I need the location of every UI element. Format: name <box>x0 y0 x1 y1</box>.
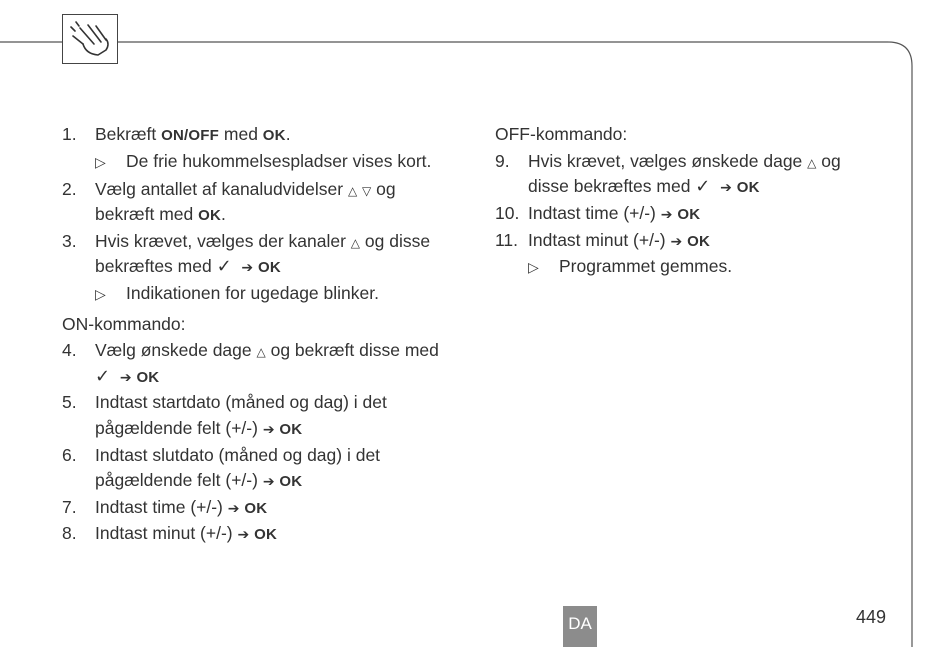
step-number: 4. <box>62 340 77 361</box>
step-line <box>62 443 462 468</box>
arrow-symbol: ➔ <box>720 180 732 197</box>
text-segment: Indtast startdato (måned og dag) i det <box>95 392 387 413</box>
text-segment: Hvis krævet, vælges ønskede dage <box>528 150 808 171</box>
step-item <box>62 177 462 228</box>
step-line <box>62 364 462 389</box>
text-segment: med <box>219 124 263 144</box>
step-line <box>62 495 462 520</box>
result-line <box>62 281 462 306</box>
arrow-symbol: ➔ <box>262 421 275 438</box>
right-column <box>495 122 885 282</box>
text-segment: Vælg antallet af kanaludvidelser <box>95 178 348 199</box>
step-number: 3. <box>62 230 77 251</box>
result-line <box>495 254 885 279</box>
triangle-symbol: △ <box>350 235 361 250</box>
arrow-symbol: ➔ <box>660 206 673 223</box>
step-number: 8. <box>62 523 77 544</box>
text-segment <box>232 256 242 276</box>
text-segment: Indtast minut (+/-) <box>95 523 238 544</box>
triangle-symbol: ▽ <box>362 183 372 198</box>
key-label: OK <box>258 258 281 276</box>
step-number: 1. <box>62 124 77 144</box>
step-line <box>62 390 462 415</box>
check-symbol: ✓ <box>216 255 232 277</box>
left-column <box>62 122 462 547</box>
text-segment: og <box>371 178 396 199</box>
step-line <box>62 338 462 363</box>
step-number: 7. <box>62 496 77 517</box>
triangle-symbol: △ <box>807 155 817 170</box>
key-label: ON/OFF <box>161 127 220 144</box>
step-item <box>62 443 462 494</box>
step-number: 10. <box>495 202 520 223</box>
text-segment: og <box>816 150 841 171</box>
arrow-symbol: ➔ <box>241 259 254 276</box>
key-label: OK <box>254 526 277 544</box>
arrow-symbol: ➔ <box>227 500 240 517</box>
language-badge: DA <box>563 606 597 647</box>
result-text: Programmet gemmes. <box>559 256 733 277</box>
section-heading: ON-kommando: <box>62 313 186 334</box>
step-number: 6. <box>62 444 77 465</box>
section-heading: OFF-kommando: <box>495 124 628 144</box>
result-text: Indikationen for ugedage blinker. <box>126 282 379 303</box>
triangle-symbol: △ <box>256 345 266 360</box>
text-segment: . <box>221 203 226 224</box>
step-line <box>62 177 462 202</box>
result-line <box>62 149 462 174</box>
text-segment: pågældende felt (+/-) <box>95 469 263 490</box>
result-text: De frie hukommelsespladser vises kort. <box>126 150 432 171</box>
key-label: OK <box>687 232 710 250</box>
hand-press-icon <box>62 14 118 64</box>
result-triangle-icon: ▷ <box>95 154 106 171</box>
arrow-symbol: ➔ <box>237 527 250 544</box>
step-line <box>62 521 462 546</box>
key-label: OK <box>198 206 222 224</box>
key-label: OK <box>262 127 286 144</box>
text-segment: Bekræft <box>95 124 162 144</box>
step-item <box>62 521 462 546</box>
text-segment: Indtast minut (+/-) <box>528 229 671 250</box>
text-segment: pågældende felt (+/-) <box>95 417 263 438</box>
step-number: 11. <box>495 229 519 250</box>
text-segment: Vælg ønskede dage <box>95 340 257 361</box>
text-segment: bekræft med <box>95 203 199 224</box>
step-number: 9. <box>495 150 510 171</box>
step-line <box>495 149 885 174</box>
step-number: 5. <box>62 392 77 413</box>
arrow-symbol: ➔ <box>262 473 275 490</box>
text-segment: disse bekræftes med <box>528 176 696 197</box>
step-item <box>495 149 885 200</box>
step-line <box>62 468 462 493</box>
step-item <box>495 228 885 280</box>
arrow-symbol: ➔ <box>119 369 132 386</box>
key-label: OK <box>244 499 268 517</box>
text-segment: og disse <box>360 230 431 251</box>
check-symbol: ✓ <box>695 176 711 198</box>
text-segment: bekræftes med <box>95 255 217 276</box>
text-segment: Indtast time (+/-) <box>528 202 661 223</box>
page-number: 449 <box>856 607 887 627</box>
step-line <box>495 228 885 253</box>
step-line <box>62 254 462 279</box>
text-segment: Hvis krævet, vælges der kanaler <box>95 230 351 251</box>
step-line <box>495 174 885 199</box>
step-line <box>62 202 462 227</box>
check-symbol: ✓ <box>95 365 111 387</box>
text-segment <box>110 366 120 386</box>
step-line <box>62 416 462 441</box>
step-item <box>62 390 462 441</box>
text-segment: Indtast slutdato (måned og dag) i det <box>95 444 381 465</box>
text-segment: . <box>285 124 291 144</box>
text-segment: Indtast time (+/-) <box>95 496 228 517</box>
step-item <box>62 229 462 306</box>
step-item <box>62 338 462 389</box>
triangle-symbol: △ <box>347 183 358 198</box>
step-line <box>62 229 462 254</box>
text-segment <box>710 176 720 196</box>
arrow-symbol: ➔ <box>670 233 683 250</box>
key-label: OK <box>677 205 701 223</box>
key-label: OK <box>136 368 160 386</box>
text-segment: og bekræft disse med <box>265 340 439 361</box>
key-label: OK <box>279 472 303 490</box>
result-triangle-icon: ▷ <box>95 286 106 303</box>
key-label: OK <box>279 420 303 438</box>
step-item <box>62 122 462 174</box>
step-line <box>495 201 885 226</box>
step-number: 2. <box>62 178 77 199</box>
step-item <box>62 495 462 520</box>
key-label: OK <box>736 179 760 197</box>
step-line <box>62 122 462 147</box>
result-triangle-icon: ▷ <box>528 260 539 277</box>
step-item <box>495 201 885 226</box>
